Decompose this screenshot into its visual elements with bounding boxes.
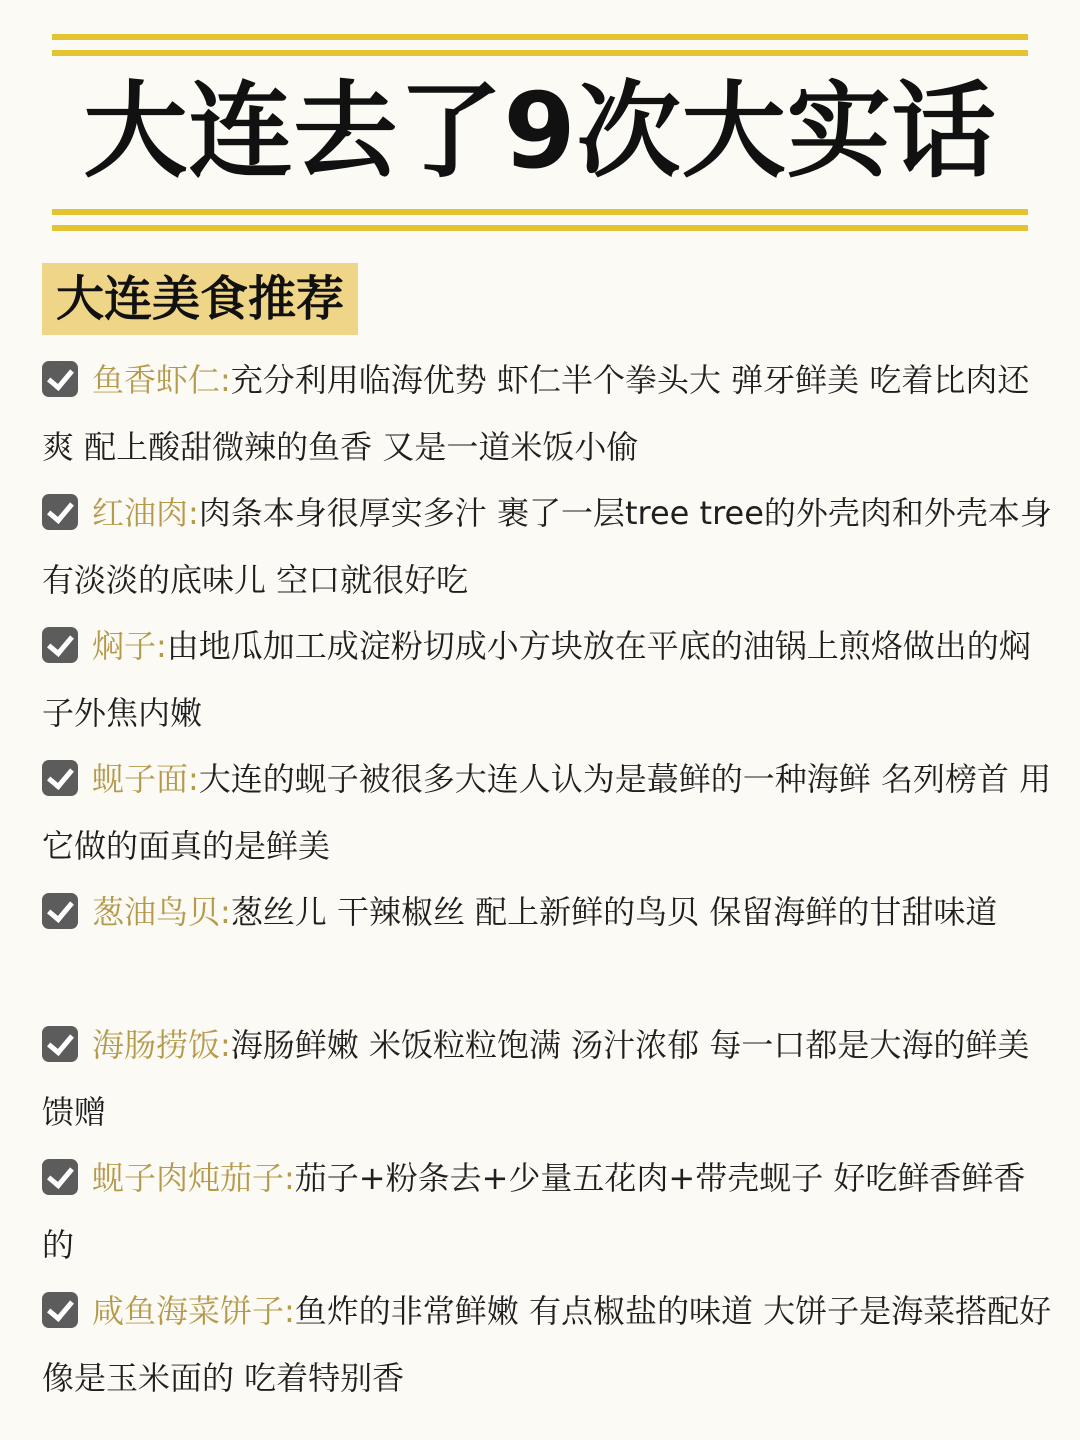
top-rule-upper xyxy=(52,34,1028,40)
checkbox-checked-icon xyxy=(42,893,78,929)
section-heading: 大连美食推荐 xyxy=(42,263,358,335)
list-item xyxy=(42,347,1056,480)
bottom-rule-lower xyxy=(52,225,1028,231)
dish-description: 茄子+粉条去+少量五花肉+带壳蚬子 好吃鲜香鲜香的 xyxy=(42,1159,1026,1264)
list-item xyxy=(42,1012,1056,1145)
list-item xyxy=(42,613,1056,746)
dish-name: 海肠捞饭: xyxy=(92,1026,231,1064)
list-item xyxy=(42,1145,1056,1278)
list-item xyxy=(42,1278,1056,1411)
dish-description: 充分利用临海优势 虾仁半个拳头大 弹牙鲜美 吃着比肉还爽 配上酸甜微辣的鱼香 又是一道米饭小偷 xyxy=(42,361,1030,466)
dish-description: 肉条本身很厚实多汁 裹了一层tree tree的外壳肉和外壳本身有淡淡的底味儿 空口就很好吃 xyxy=(42,494,1052,599)
dish-name: 葱油鸟贝: xyxy=(92,893,231,931)
food-list xyxy=(42,347,1056,1411)
dish-description: 海肠鲜嫩 米饭粒粒饱满 汤汁浓郁 每一口都是大海的鲜美馈赠 xyxy=(42,1026,1030,1131)
checkbox-checked-icon xyxy=(42,494,78,530)
checkbox-checked-icon xyxy=(42,760,78,796)
bottom-rule-upper xyxy=(52,209,1028,215)
dish-name: 焖子: xyxy=(92,627,167,665)
checkbox-checked-icon xyxy=(42,627,78,663)
checkbox-checked-icon xyxy=(42,1159,78,1195)
dish-name: 鱼香虾仁: xyxy=(92,361,231,399)
page-title: 大连去了9次大实话 xyxy=(83,70,997,192)
list-item xyxy=(42,480,1056,613)
checkbox-checked-icon xyxy=(42,361,78,397)
dish-description: 鱼炸的非常鲜嫩 有点椒盐的味道 大饼子是海菜搭配好像是玉米面的 吃着特别香 xyxy=(42,1292,1052,1397)
dish-description: 大连的蚬子被很多大连人认为是蕞鲜的一种海鲜 名列榜首 用它做的面真的是鲜美 xyxy=(42,760,1052,865)
list-item xyxy=(42,746,1056,879)
checkbox-checked-icon xyxy=(42,1292,78,1328)
dish-name: 蚬子肉炖茄子: xyxy=(92,1159,295,1197)
dish-name: 咸鱼海菜饼子: xyxy=(92,1292,295,1330)
dish-name: 红油肉: xyxy=(92,494,199,532)
dish-description: 由地瓜加工成淀粉切成小方块放在平底的油锅上煎烙做出的焖子外焦内嫩 xyxy=(42,627,1031,732)
list-item xyxy=(42,879,1056,1012)
checkbox-checked-icon xyxy=(42,1026,78,1062)
dish-name: 蚬子面: xyxy=(92,760,199,798)
dish-description: 葱丝儿 干辣椒丝 配上新鲜的鸟贝 保留海鲜的甘甜味道 xyxy=(230,893,998,931)
